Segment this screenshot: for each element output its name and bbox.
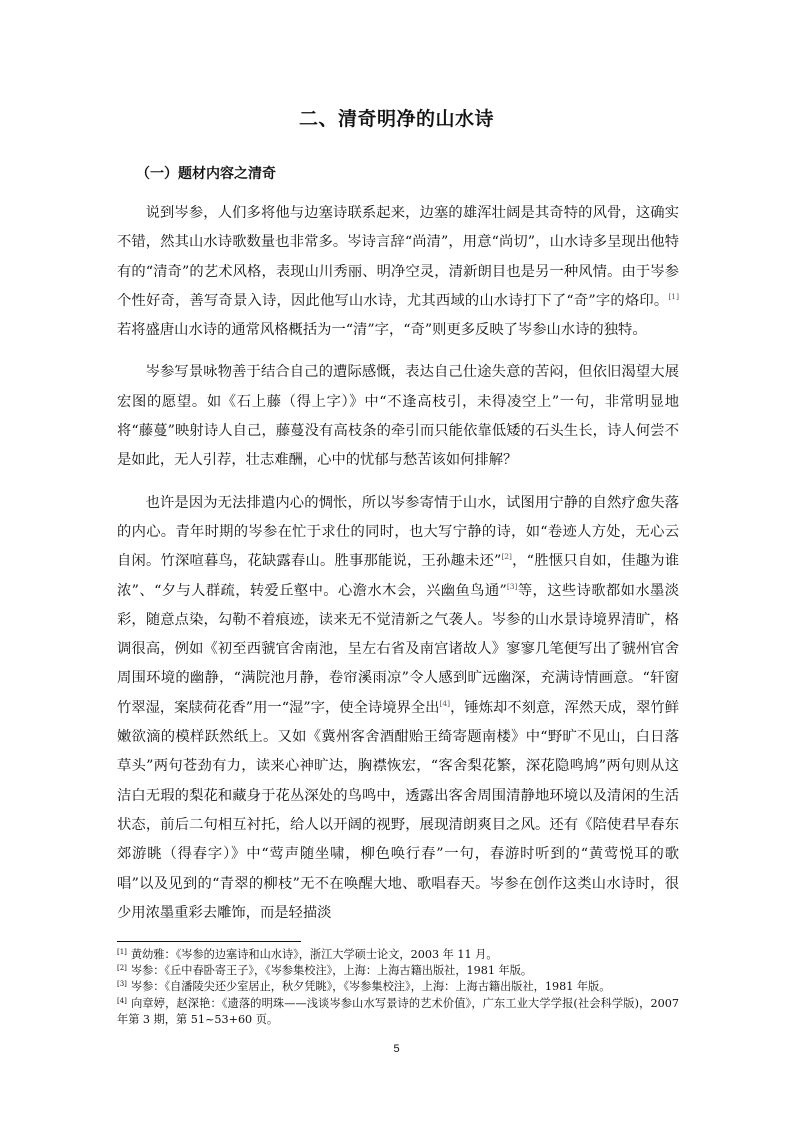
footnote-text: 向章婷，赵深艳：《遗落的明珠——浅谈岑参山水写景诗的艺术价值》，广东工业大学学报(社会科学版)，2007 年第 3 期，第 51~53+60 页。 (117, 996, 679, 1026)
paragraph-2 (117, 358, 679, 475)
footnote-mark: [3] (117, 980, 127, 989)
footnote-reference: [1] (668, 291, 679, 301)
paragraph-text: 岑参写景咏物善于结合自己的遭际感慨，表达自己仕途失意的苦闷，但依旧渴望大展宏图的愿望。如《石上藤（得上字）》中“不逢高枝引，未得凌空上”一句，非常明显地将“藤蔓”映射诗人自己，藤蔓没有高枝条的牵引而只能依靠低矮的石头生长，诗人何尝不是如此，无人引荐，壮志难酬，心中的忧郁与愁苦该如何排解？ (117, 364, 679, 469)
footnote-text: 岑参：《自潘陵尖还少室居止，秋夕凭眺》，《岑参集校注》，上海：上海古籍出版社，1981 年版。 (130, 980, 611, 994)
paragraph-1 (117, 199, 679, 345)
paragraph-text: 若将盛唐山水诗的通常风格概括为一“清”字，“奇”则更多反映了岑参山水诗的独特。 (117, 322, 647, 339)
footnote-mark: [4] (117, 996, 127, 1005)
footnote-item (117, 947, 679, 963)
paragraph-text: 也许是因为无法排遣内心的惆怅，所以岑参寄情于山水，试图用宁静的自然疗愈失落的内心。青年时期的岑参在忙于求仕的同时，也大写宁静的诗，如“卷迹人方处，无心云自闲。竹深喧暮鸟，花缺露春山。胜事那能说，王孙趣未还” (117, 494, 679, 570)
paragraph-text: ，“胜惬只自如，佳趣为谁浓”、“夕与人群疏，转爱丘壑中。心澹水木会，兴幽鱼鸟通” (117, 553, 679, 599)
paragraph-text: 说到岑参，人们多将他与边塞诗联系起来，边塞的雄浑壮阔是其奇特的风骨，这确实不错，然其山水诗歌数量也非常多。岑诗言辞“尚清”，用意“尚切”，山水诗多呈现出他特有的“清奇”的艺术风格，表现山川秀丽、明净空灵，清新朗目也是另一种风情。由于岑参个性好奇，善写奇景入诗，因此他写山水诗，尤其西域的山水诗打下了“奇”字的烙印。 (117, 205, 679, 309)
footnote-mark: [1] (117, 948, 127, 956)
footnote-reference: [3] (506, 581, 518, 591)
footnotes (117, 947, 679, 1028)
footnote-text: 黄幼雅：《岑参的边塞诗和山水诗》，浙江大学硕士论文，2003 年 11 月。 (130, 948, 498, 961)
footnote-item (117, 979, 679, 995)
footnote-text: 岑参：《丘中春卧寄王子》，《岑参集校注》，上海：上海古籍出版社，1981 年版。 (130, 964, 533, 978)
page-number: 5 (393, 1043, 400, 1055)
footnote-divider (117, 941, 301, 942)
paragraph-text: ，锤炼却不刻意，浑然天成，翠竹鲜嫩欲滴的模样跃然纸上。又如《冀州客舍酒酣贻王绮寄题南楼》中“野旷不见山，白日落草头”两句苍劲有力，读来心神旷达，胸襟恢宏，“客舍梨花繁，深花隐鸣鸠”两句则从这洁白无瑕的梨花和藏身于花丛深处的鸟鸣中，透露出客舍周围清静地环境以及清闲的生活状态，前后二句相互衬托，给人以开阔的视野，展现清朗爽目之风。还有《陪使君早春东郊游眺（得春字）》中“莺声随坐啸，柳色唤行春”一句，春游时听到的“黄莺悦耳的歌唱”以及见到的“青翠的柳枝”无不在唤醒大地、歌唱春天。岑参在创作这类山水诗时，很少用浓墨重彩去雕饰，而是轻描淡 (117, 699, 679, 921)
subsection-title: （一）题材内容之清奇 (136, 166, 276, 182)
section-title: 二、清奇明净的山水诗 (298, 108, 494, 130)
footnote-item (117, 963, 679, 979)
footnote-item (117, 996, 679, 1028)
footnote-mark: [2] (117, 964, 127, 973)
footnote-reference: [4] (439, 698, 451, 708)
footnote-reference: [2] (501, 552, 512, 562)
paragraph-3 (117, 489, 679, 928)
paragraph-text: 等，这些诗歌都如水墨淡彩，随意点染，勾勒不着痕迹，读来无不觉清新之气袭人。岑参的山水景诗境界清旷，格调很高，例如《初至西虢官舍南池，呈左右省及南宫诸故人》寥寥几笔便写出了虢州官舍周围环境的幽静，“满院池月静，卷帘溪雨凉”令人感到旷远幽深，充满诗情画意。“轩窗竹翠湿，案牍荷花香”用一“湿”字，使全诗境界全出 (117, 582, 679, 716)
body-text (117, 199, 679, 941)
